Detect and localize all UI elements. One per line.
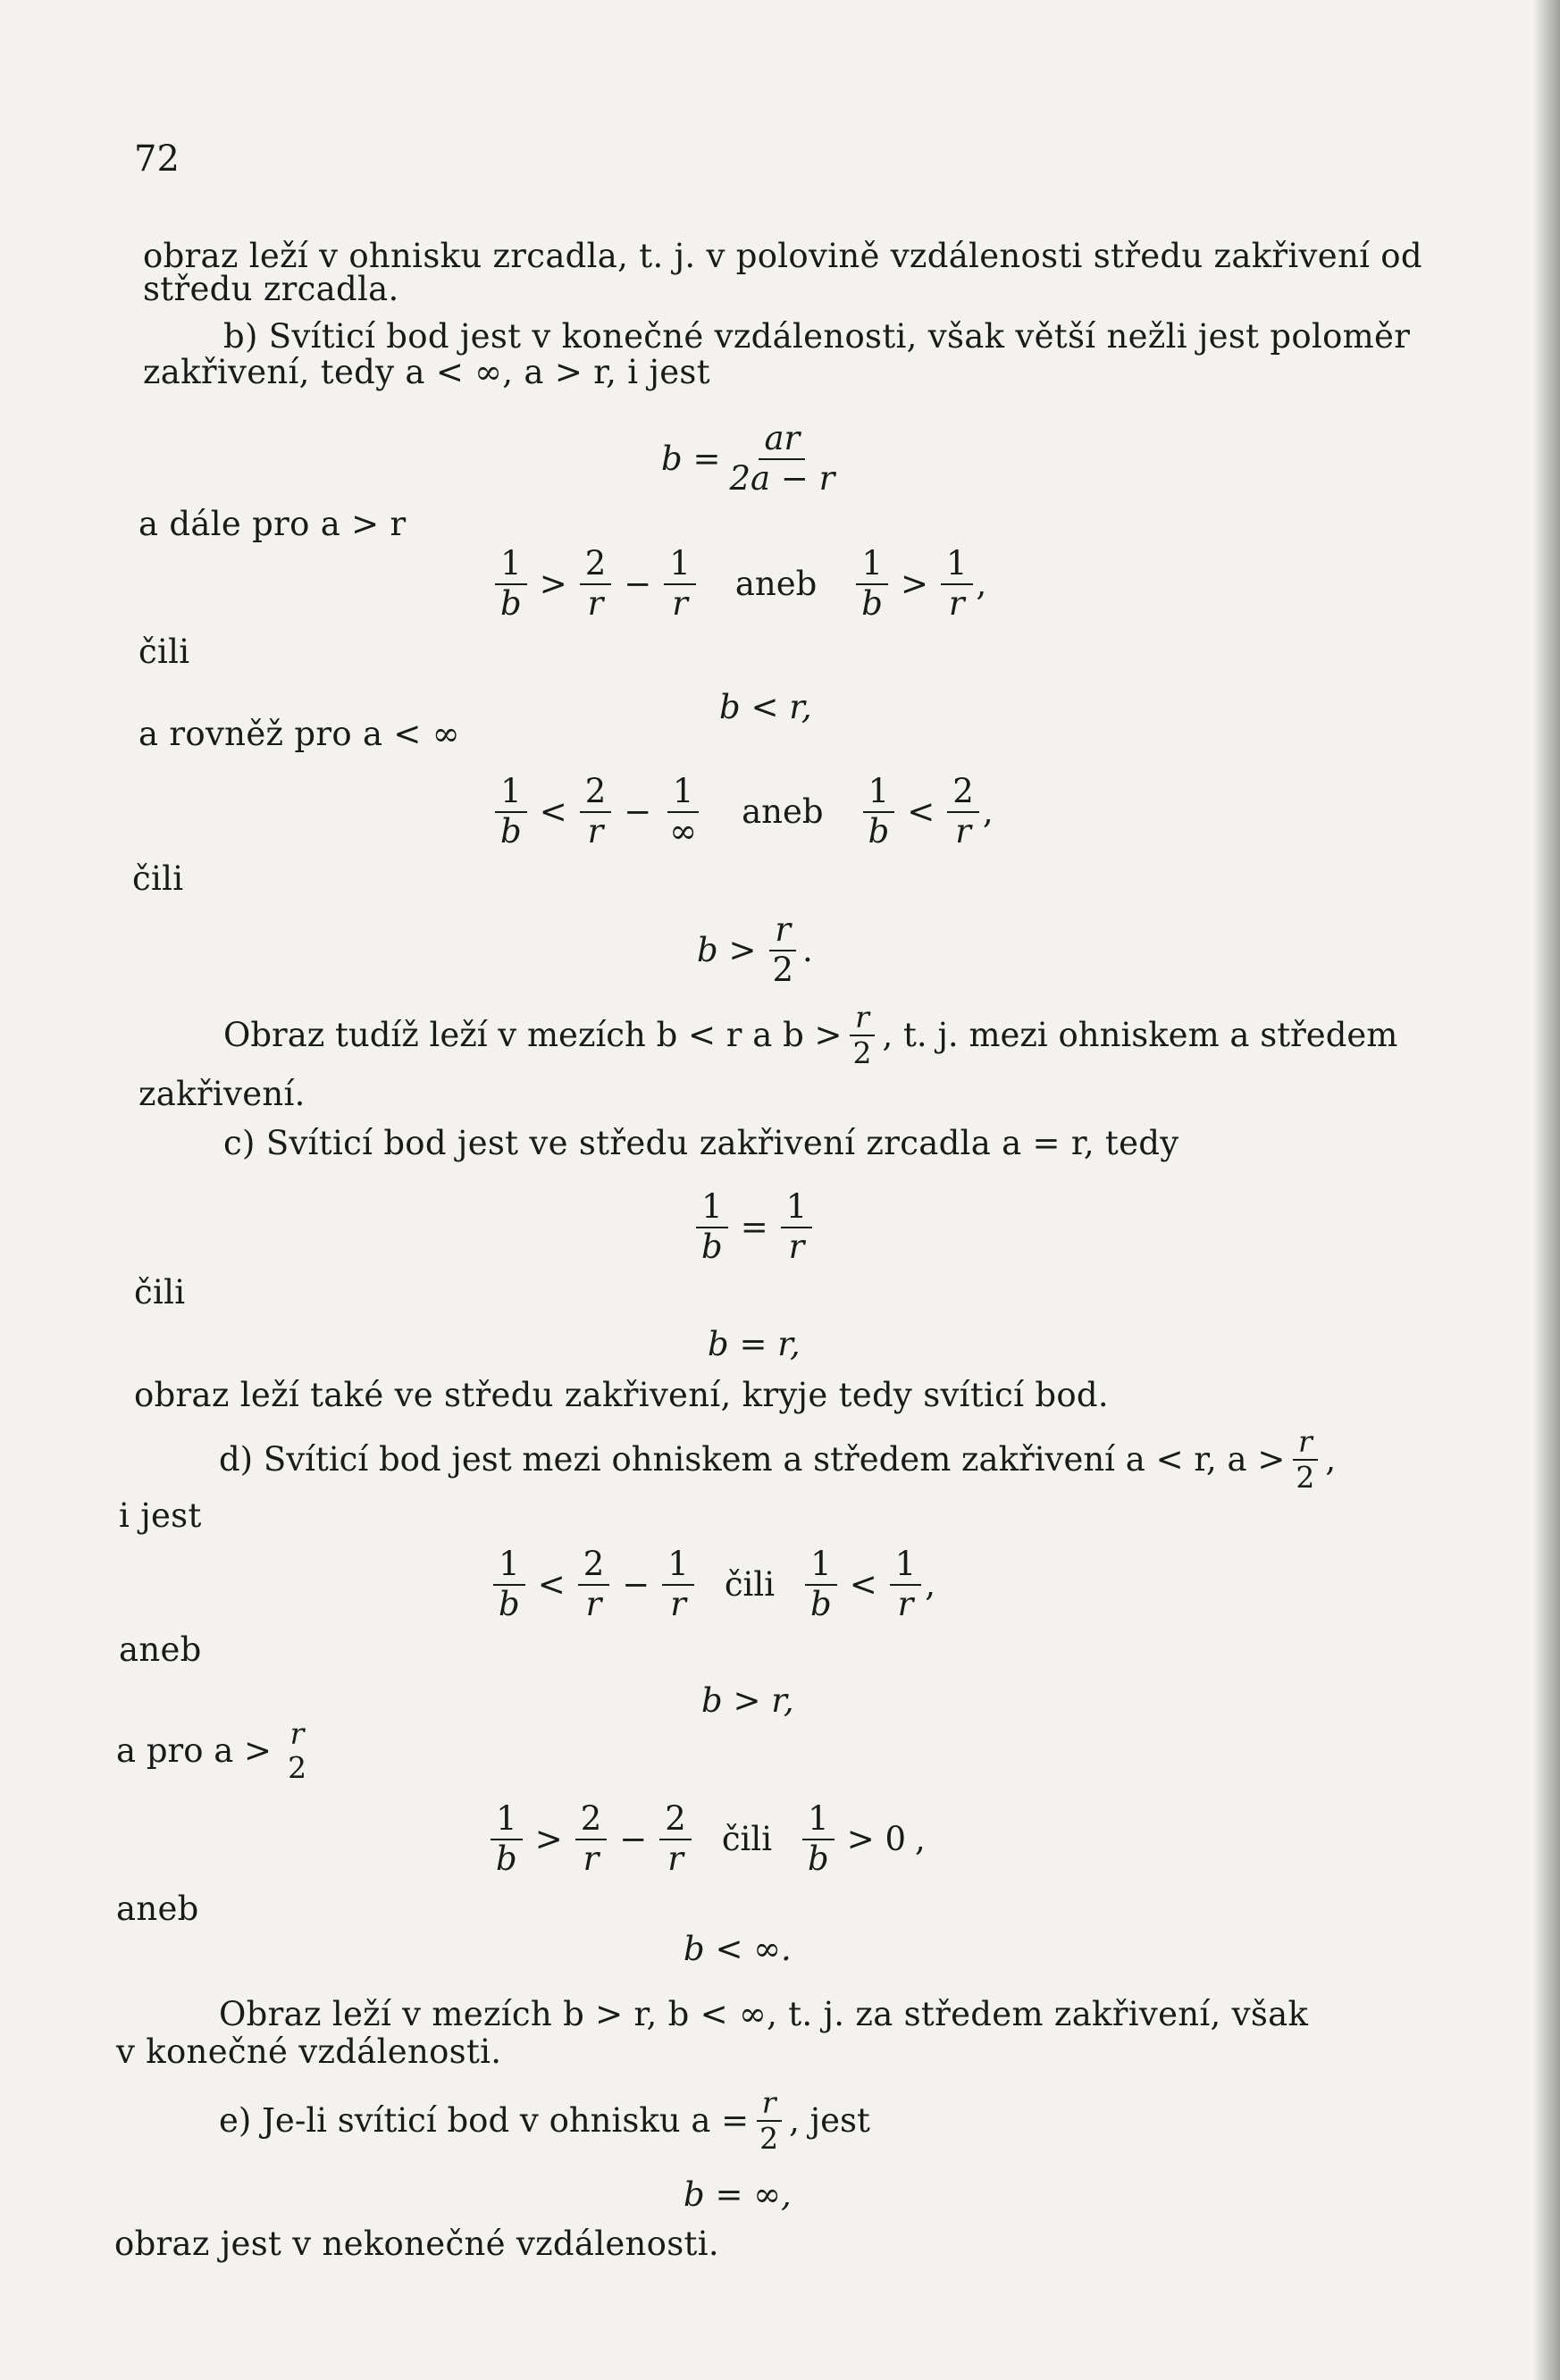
page-edge-shadow bbox=[1533, 0, 1560, 2380]
equation-11: b = ∞, bbox=[684, 2175, 792, 2214]
fraction: $\frac{1}{b}$ bbox=[491, 1800, 523, 1878]
fraction: $\frac{1}{r}$ bbox=[781, 1188, 813, 1266]
fraction: r 2 bbox=[288, 1716, 307, 1785]
paragraph-line: obraz jest v nekonečné vzdálenosti. bbox=[114, 2225, 719, 2263]
fraction: $\frac{1}{b}$ bbox=[493, 1546, 525, 1623]
text-line: čili bbox=[138, 633, 190, 671]
equation-1: $\frac{1}{b}$ > $\frac{2}{r}$ − $\frac{1}{r}$ aneb $\frac{1}{b}$ > $\frac{1}{r}$ , bbox=[491, 545, 986, 623]
page-number: 72 bbox=[134, 138, 180, 180]
equation-10: b < ∞. bbox=[684, 1930, 792, 1968]
fraction: $\frac{1}{b}$ bbox=[805, 1546, 837, 1623]
equation-2: b < r, bbox=[719, 688, 812, 726]
fraction: $\frac{2}{r}$ bbox=[659, 1800, 692, 1878]
case-d-line: d) Svíticí bod jest mezi ohniskem a středem zakřivení a < r, a > $\frac{r}{2}$ , bbox=[219, 1424, 1337, 1495]
fraction: $\frac{r}{2}$ bbox=[754, 2086, 784, 2156]
fraction: $\frac{1}{b}$ bbox=[802, 1800, 835, 1878]
text-line: a dále pro a > r bbox=[138, 505, 407, 543]
equation-9: $\frac{1}{b}$ > $\frac{2}{r}$ − $\frac{2}{r}$ čili $\frac{1}{b}$ > 0 , bbox=[487, 1800, 926, 1878]
fraction: $\frac{r}{2}$ bbox=[848, 1001, 877, 1070]
equation-5: $\frac{1}{b}$ = $\frac{1}{r}$ bbox=[692, 1188, 816, 1266]
fraction: $\frac{2}{r}$ bbox=[580, 773, 612, 851]
fraction: $\frac{2}{r}$ bbox=[947, 773, 979, 851]
fraction: $\frac{2}{r}$ bbox=[578, 1546, 610, 1623]
fraction: $\frac{ar}{2a - r}$ bbox=[729, 419, 835, 498]
equation-3: $\frac{1}{b}$ < $\frac{2}{r}$ − $\frac{1}{\infty}$ aneb $\frac{1}{b}$ < $\frac{2}{r}$ , bbox=[491, 773, 994, 851]
fraction: $\frac{1}{\infty}$ bbox=[664, 773, 702, 851]
paragraph-line: Obraz leží v mezích b > r, b < ∞, t. j. za středem zakřivení, však bbox=[219, 1995, 1309, 2033]
text-line: aneb bbox=[119, 1630, 202, 1669]
fraction: $\frac{1}{r}$ bbox=[662, 1546, 694, 1623]
paragraph-line: středu zrcadla. bbox=[143, 270, 399, 308]
fraction: $\frac{1}{r}$ bbox=[941, 545, 973, 623]
fraction: $\frac{r}{2}$ bbox=[767, 911, 799, 989]
paragraph-line: v konečné vzdálenosti. bbox=[116, 2032, 502, 2071]
fraction: $\frac{1}{b}$ bbox=[696, 1188, 728, 1266]
text-line: a pro a > r 2 bbox=[116, 1717, 315, 1785]
fraction: $\frac{2}{r}$ bbox=[575, 1800, 608, 1878]
eq-lhs: b = bbox=[661, 440, 721, 479]
fraction: $\frac{1}{b}$ bbox=[495, 545, 527, 623]
obraz-line-1: Obraz tudíž leží v mezích b < r a b > $\frac{r}{2}$ , t. j. mezi ohniskem a středem bbox=[223, 1000, 1398, 1070]
case-b-line: b) Svíticí bod jest v konečné vzdálenosti, však větší nežli jest poloměr bbox=[223, 317, 1411, 356]
text-line: čili bbox=[134, 1273, 186, 1312]
text-line: aneb bbox=[116, 1890, 199, 1928]
fraction: $\frac{2}{r}$ bbox=[580, 545, 612, 623]
paragraph-line: obraz leží také ve středu zakřivení, kryje tedy svíticí bod. bbox=[134, 1376, 1109, 1414]
fraction: $\frac{1}{b}$ bbox=[856, 545, 888, 623]
text-line: a rovněž pro a < ∞ bbox=[138, 715, 460, 753]
fraction: $\frac{1}{r}$ bbox=[664, 545, 696, 623]
paragraph-line: obraz leží v ohnisku zrcadla, t. j. v polovině vzdálenosti středu zakřivení od bbox=[143, 237, 1422, 275]
case-c-line: c) Svíticí bod jest ve středu zakřivení zrcadla a = r, tedy bbox=[223, 1124, 1179, 1162]
case-e-line: e) Je-li svíticí bod v ohnisku a = $\frac{r}{2}$ , jest bbox=[219, 2085, 870, 2156]
fraction: $\frac{1}{r}$ bbox=[890, 1546, 922, 1623]
equation-8: b > r, bbox=[701, 1681, 794, 1720]
fraction: $\frac{1}{b}$ bbox=[863, 773, 895, 851]
equation-7: $\frac{1}{b}$ < $\frac{2}{r}$ − $\frac{1}{r}$ čili $\frac{1}{b}$ < $\frac{1}{r}$ , bbox=[490, 1546, 935, 1623]
fraction: $\frac{r}{2}$ bbox=[1290, 1425, 1320, 1495]
fraction: $\frac{1}{b}$ bbox=[495, 773, 527, 851]
text-line: i jest bbox=[119, 1496, 202, 1535]
case-b-line: zakřivení, tedy a < ∞, a > r, i jest bbox=[143, 353, 710, 391]
equation-4: b > $\frac{r}{2}$ . bbox=[697, 910, 813, 989]
paragraph-line: zakřivení. bbox=[138, 1075, 306, 1113]
equation-b bbox=[661, 420, 843, 498]
equation-6: b = r, bbox=[708, 1325, 801, 1363]
text-line: čili bbox=[132, 859, 184, 898]
